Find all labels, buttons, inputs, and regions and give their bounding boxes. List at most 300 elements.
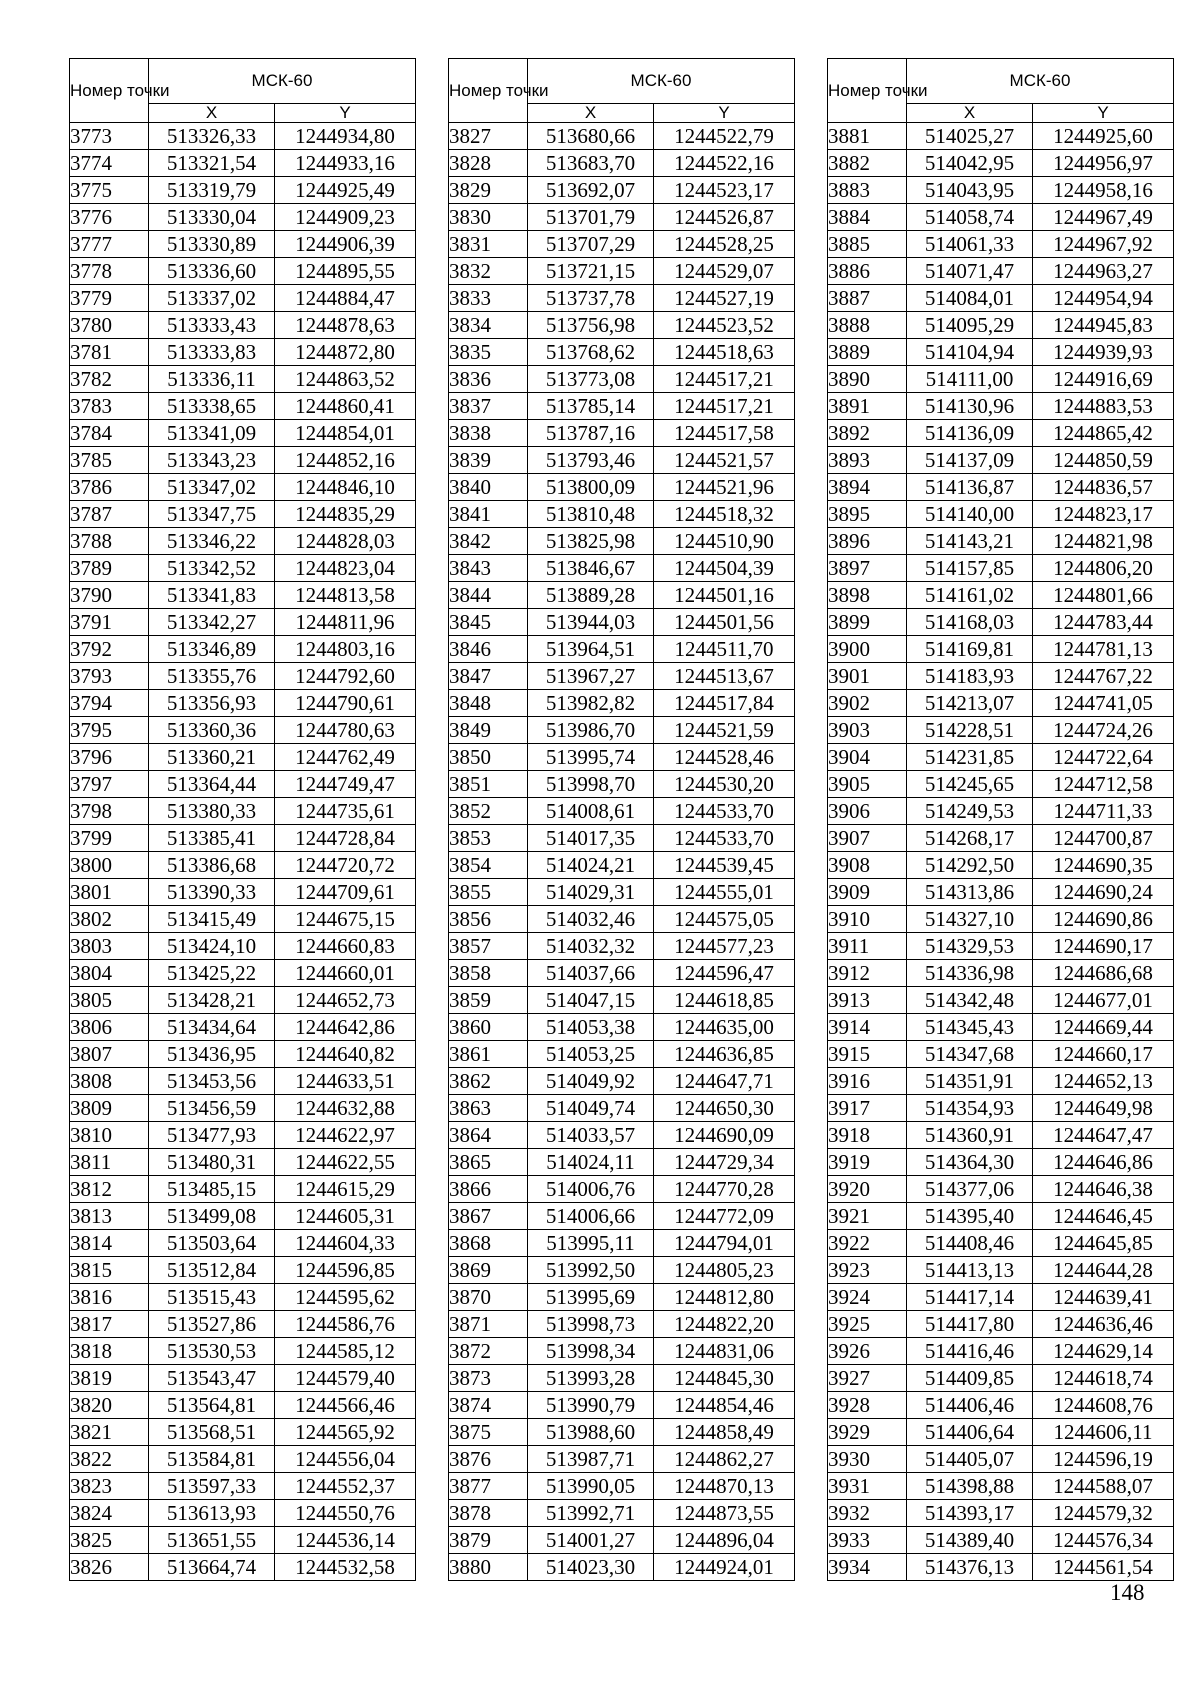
y-coordinate-cell: 1244501,16 bbox=[654, 582, 795, 609]
point-number-cell: 3924 bbox=[828, 1284, 907, 1311]
y-coordinate-cell: 1244646,38 bbox=[1033, 1176, 1174, 1203]
y-coordinate-cell: 1244896,04 bbox=[654, 1527, 795, 1554]
x-coordinate-cell: 513356,93 bbox=[149, 690, 275, 717]
x-coordinate-cell: 513424,10 bbox=[149, 933, 275, 960]
table-row bbox=[828, 717, 1174, 744]
table-row bbox=[828, 1014, 1174, 1041]
y-coordinate-cell: 1244724,26 bbox=[1033, 717, 1174, 744]
point-number-cell: 3855 bbox=[449, 879, 528, 906]
x-coordinate-cell: 513737,78 bbox=[528, 285, 654, 312]
table-row bbox=[449, 1338, 795, 1365]
table-row bbox=[828, 1284, 1174, 1311]
x-coordinate-cell: 513993,28 bbox=[528, 1365, 654, 1392]
point-number-cell: 3927 bbox=[828, 1365, 907, 1392]
y-coordinate-cell: 1244517,21 bbox=[654, 393, 795, 420]
x-coordinate-cell: 514111,00 bbox=[907, 366, 1033, 393]
x-coordinate-cell: 514025,27 bbox=[907, 123, 1033, 150]
point-number-cell: 3926 bbox=[828, 1338, 907, 1365]
y-coordinate-cell: 1244870,13 bbox=[654, 1473, 795, 1500]
table-row bbox=[828, 258, 1174, 285]
y-coordinate-cell: 1244650,30 bbox=[654, 1095, 795, 1122]
y-coordinate-cell: 1244608,76 bbox=[1033, 1392, 1174, 1419]
y-coordinate-cell: 1244649,98 bbox=[1033, 1095, 1174, 1122]
x-coordinate-cell: 513846,67 bbox=[528, 555, 654, 582]
x-coordinate-cell: 513342,27 bbox=[149, 609, 275, 636]
table-row bbox=[70, 447, 416, 474]
point-number-cell: 3788 bbox=[70, 528, 149, 555]
table-row bbox=[70, 1176, 416, 1203]
y-coordinate-cell: 1244822,20 bbox=[654, 1311, 795, 1338]
x-coordinate-cell: 514157,85 bbox=[907, 555, 1033, 582]
point-number-cell: 3907 bbox=[828, 825, 907, 852]
point-number-cell: 3889 bbox=[828, 339, 907, 366]
table-row bbox=[449, 1095, 795, 1122]
y-coordinate-cell: 1244883,53 bbox=[1033, 393, 1174, 420]
table-row bbox=[828, 771, 1174, 798]
table-row bbox=[449, 1176, 795, 1203]
point-number-cell: 3850 bbox=[449, 744, 528, 771]
point-number-cell: 3859 bbox=[449, 987, 528, 1014]
x-coordinate-cell: 514389,40 bbox=[907, 1527, 1033, 1554]
y-coordinate-cell: 1244934,80 bbox=[275, 123, 416, 150]
point-number-cell: 3823 bbox=[70, 1473, 149, 1500]
x-coordinate-cell: 513347,75 bbox=[149, 501, 275, 528]
y-coordinate-cell: 1244783,44 bbox=[1033, 609, 1174, 636]
x-coordinate-cell: 514417,14 bbox=[907, 1284, 1033, 1311]
x-coordinate-cell: 514376,13 bbox=[907, 1554, 1033, 1581]
y-coordinate-cell: 1244823,04 bbox=[275, 555, 416, 582]
point-number-cell: 3896 bbox=[828, 528, 907, 555]
y-coordinate-cell: 1244596,47 bbox=[654, 960, 795, 987]
y-coordinate-cell: 1244790,61 bbox=[275, 690, 416, 717]
y-coordinate-cell: 1244686,68 bbox=[1033, 960, 1174, 987]
x-coordinate-cell: 513995,74 bbox=[528, 744, 654, 771]
y-coordinate-cell: 1244939,93 bbox=[1033, 339, 1174, 366]
point-number-cell: 3783 bbox=[70, 393, 149, 420]
table-row bbox=[449, 582, 795, 609]
table-row bbox=[828, 1068, 1174, 1095]
point-number-cell: 3933 bbox=[828, 1527, 907, 1554]
y-coordinate-cell: 1244806,20 bbox=[1033, 555, 1174, 582]
point-number-cell: 3897 bbox=[828, 555, 907, 582]
y-coordinate-cell: 1244533,70 bbox=[654, 798, 795, 825]
x-coordinate-cell: 513756,98 bbox=[528, 312, 654, 339]
table-body bbox=[70, 123, 416, 1581]
x-coordinate-cell: 513995,11 bbox=[528, 1230, 654, 1257]
y-coordinate-cell: 1244862,27 bbox=[654, 1446, 795, 1473]
x-coordinate-cell: 514347,68 bbox=[907, 1041, 1033, 1068]
point-number-cell: 3890 bbox=[828, 366, 907, 393]
table-row bbox=[70, 555, 416, 582]
table-row bbox=[449, 879, 795, 906]
y-coordinate-cell: 1244523,17 bbox=[654, 177, 795, 204]
x-coordinate-cell: 514168,03 bbox=[907, 609, 1033, 636]
point-number-cell: 3915 bbox=[828, 1041, 907, 1068]
point-number-cell: 3884 bbox=[828, 204, 907, 231]
point-number-cell: 3810 bbox=[70, 1122, 149, 1149]
table-row bbox=[449, 1230, 795, 1257]
x-coordinate-cell: 513319,79 bbox=[149, 177, 275, 204]
point-number-cell: 3906 bbox=[828, 798, 907, 825]
table-row bbox=[70, 420, 416, 447]
x-coordinate-cell: 513499,08 bbox=[149, 1203, 275, 1230]
point-number-cell: 3867 bbox=[449, 1203, 528, 1230]
x-coordinate-cell: 513355,76 bbox=[149, 663, 275, 690]
y-coordinate-cell: 1244675,15 bbox=[275, 906, 416, 933]
point-number-cell: 3853 bbox=[449, 825, 528, 852]
y-coordinate-cell: 1244933,16 bbox=[275, 150, 416, 177]
y-coordinate-cell: 1244588,07 bbox=[1033, 1473, 1174, 1500]
y-coordinate-cell: 1244636,85 bbox=[654, 1041, 795, 1068]
point-number-cell: 3862 bbox=[449, 1068, 528, 1095]
table-row bbox=[449, 150, 795, 177]
point-number-cell: 3789 bbox=[70, 555, 149, 582]
point-number-cell: 3815 bbox=[70, 1257, 149, 1284]
x-coordinate-cell: 514292,50 bbox=[907, 852, 1033, 879]
y-coordinate-cell: 1244852,16 bbox=[275, 447, 416, 474]
table-row bbox=[449, 1122, 795, 1149]
y-coordinate-cell: 1244828,03 bbox=[275, 528, 416, 555]
table-row bbox=[828, 609, 1174, 636]
x-coordinate-cell: 513343,23 bbox=[149, 447, 275, 474]
y-coordinate-cell: 1244794,01 bbox=[654, 1230, 795, 1257]
y-coordinate-cell: 1244523,52 bbox=[654, 312, 795, 339]
table-row bbox=[449, 501, 795, 528]
table-row bbox=[70, 879, 416, 906]
x-coordinate-cell: 514213,07 bbox=[907, 690, 1033, 717]
point-number-cell: 3873 bbox=[449, 1365, 528, 1392]
y-coordinate-cell: 1244690,24 bbox=[1033, 879, 1174, 906]
table-row bbox=[449, 1068, 795, 1095]
y-coordinate-cell: 1244873,55 bbox=[654, 1500, 795, 1527]
y-coordinate-cell: 1244576,34 bbox=[1033, 1527, 1174, 1554]
point-number-cell: 3920 bbox=[828, 1176, 907, 1203]
y-coordinate-cell: 1244517,84 bbox=[654, 690, 795, 717]
table-row bbox=[828, 177, 1174, 204]
y-coordinate-cell: 1244835,29 bbox=[275, 501, 416, 528]
y-coordinate-cell: 1244639,41 bbox=[1033, 1284, 1174, 1311]
x-coordinate-cell: 514001,27 bbox=[528, 1527, 654, 1554]
table-row bbox=[449, 231, 795, 258]
x-coordinate-cell: 513436,95 bbox=[149, 1041, 275, 1068]
table-row bbox=[828, 474, 1174, 501]
table-row bbox=[449, 1041, 795, 1068]
table-row bbox=[70, 1338, 416, 1365]
point-number-cell: 3882 bbox=[828, 150, 907, 177]
point-number-cell: 3812 bbox=[70, 1176, 149, 1203]
point-number-cell: 3832 bbox=[449, 258, 528, 285]
table-row bbox=[70, 1257, 416, 1284]
y-coordinate-cell: 1244526,87 bbox=[654, 204, 795, 231]
table-row bbox=[70, 798, 416, 825]
x-coordinate-cell: 514336,98 bbox=[907, 960, 1033, 987]
x-coordinate-cell: 514071,47 bbox=[907, 258, 1033, 285]
point-number-cell: 3781 bbox=[70, 339, 149, 366]
y-coordinate-cell: 1244561,54 bbox=[1033, 1554, 1174, 1581]
header-coordinate-system: МСК-60 bbox=[149, 59, 416, 104]
table-row bbox=[70, 1473, 416, 1500]
point-number-cell: 3793 bbox=[70, 663, 149, 690]
x-coordinate-cell: 513987,71 bbox=[528, 1446, 654, 1473]
x-coordinate-cell: 514245,65 bbox=[907, 771, 1033, 798]
table-row bbox=[828, 933, 1174, 960]
table-row bbox=[449, 177, 795, 204]
table-row bbox=[70, 177, 416, 204]
x-coordinate-cell: 513434,64 bbox=[149, 1014, 275, 1041]
x-coordinate-cell: 513342,52 bbox=[149, 555, 275, 582]
x-coordinate-cell: 514268,17 bbox=[907, 825, 1033, 852]
table-row bbox=[828, 393, 1174, 420]
y-coordinate-cell: 1244517,21 bbox=[654, 366, 795, 393]
point-number-cell: 3883 bbox=[828, 177, 907, 204]
y-coordinate-cell: 1244555,01 bbox=[654, 879, 795, 906]
x-coordinate-cell: 513515,43 bbox=[149, 1284, 275, 1311]
point-number-cell: 3871 bbox=[449, 1311, 528, 1338]
y-coordinate-cell: 1244863,52 bbox=[275, 366, 416, 393]
point-number-cell: 3790 bbox=[70, 582, 149, 609]
table-row bbox=[828, 906, 1174, 933]
table-row bbox=[449, 1473, 795, 1500]
table-row bbox=[70, 1284, 416, 1311]
x-coordinate-cell: 514006,66 bbox=[528, 1203, 654, 1230]
point-number-cell: 3849 bbox=[449, 717, 528, 744]
x-coordinate-cell: 513336,11 bbox=[149, 366, 275, 393]
x-coordinate-cell: 514249,53 bbox=[907, 798, 1033, 825]
x-coordinate-cell: 513998,34 bbox=[528, 1338, 654, 1365]
x-coordinate-cell: 513503,64 bbox=[149, 1230, 275, 1257]
header-coordinate-system: МСК-60 bbox=[528, 59, 795, 104]
y-coordinate-cell: 1244805,23 bbox=[654, 1257, 795, 1284]
x-coordinate-cell: 513982,82 bbox=[528, 690, 654, 717]
y-coordinate-cell: 1244504,39 bbox=[654, 555, 795, 582]
x-coordinate-cell: 513338,65 bbox=[149, 393, 275, 420]
point-number-cell: 3848 bbox=[449, 690, 528, 717]
y-coordinate-cell: 1244640,82 bbox=[275, 1041, 416, 1068]
table-row bbox=[449, 1149, 795, 1176]
table-row bbox=[828, 879, 1174, 906]
x-coordinate-cell: 514405,07 bbox=[907, 1446, 1033, 1473]
point-number-cell: 3901 bbox=[828, 663, 907, 690]
x-coordinate-cell: 513825,98 bbox=[528, 528, 654, 555]
x-coordinate-cell: 513810,48 bbox=[528, 501, 654, 528]
point-number-cell: 3840 bbox=[449, 474, 528, 501]
y-coordinate-cell: 1244556,04 bbox=[275, 1446, 416, 1473]
y-coordinate-cell: 1244954,94 bbox=[1033, 285, 1174, 312]
table-row bbox=[449, 987, 795, 1014]
point-number-cell: 3911 bbox=[828, 933, 907, 960]
table-row bbox=[828, 1149, 1174, 1176]
table-row bbox=[449, 1554, 795, 1581]
y-coordinate-cell: 1244762,49 bbox=[275, 744, 416, 771]
point-number-cell: 3836 bbox=[449, 366, 528, 393]
x-coordinate-cell: 514327,10 bbox=[907, 906, 1033, 933]
x-coordinate-cell: 514393,17 bbox=[907, 1500, 1033, 1527]
table-row bbox=[828, 339, 1174, 366]
point-number-cell: 3818 bbox=[70, 1338, 149, 1365]
y-coordinate-cell: 1244518,63 bbox=[654, 339, 795, 366]
point-number-cell: 3841 bbox=[449, 501, 528, 528]
table-row bbox=[828, 1473, 1174, 1500]
y-coordinate-cell: 1244566,46 bbox=[275, 1392, 416, 1419]
table-row bbox=[828, 312, 1174, 339]
table-row bbox=[70, 690, 416, 717]
y-coordinate-cell: 1244536,14 bbox=[275, 1527, 416, 1554]
point-number-cell: 3910 bbox=[828, 906, 907, 933]
header-point-number: Номер точки bbox=[70, 59, 149, 123]
point-number-cell: 3844 bbox=[449, 582, 528, 609]
table-row bbox=[449, 366, 795, 393]
y-coordinate-cell: 1244967,92 bbox=[1033, 231, 1174, 258]
y-coordinate-cell: 1244690,86 bbox=[1033, 906, 1174, 933]
table-row bbox=[70, 1446, 416, 1473]
x-coordinate-cell: 514231,85 bbox=[907, 744, 1033, 771]
table-row bbox=[449, 771, 795, 798]
x-coordinate-cell: 513380,33 bbox=[149, 798, 275, 825]
point-number-cell: 3775 bbox=[70, 177, 149, 204]
point-number-cell: 3872 bbox=[449, 1338, 528, 1365]
y-coordinate-cell: 1244858,49 bbox=[654, 1419, 795, 1446]
table-row bbox=[828, 1554, 1174, 1581]
point-number-cell: 3912 bbox=[828, 960, 907, 987]
header-coordinate-system: МСК-60 bbox=[907, 59, 1174, 104]
x-coordinate-cell: 514032,32 bbox=[528, 933, 654, 960]
y-coordinate-cell: 1244528,46 bbox=[654, 744, 795, 771]
y-coordinate-cell: 1244801,66 bbox=[1033, 582, 1174, 609]
x-coordinate-cell: 514364,30 bbox=[907, 1149, 1033, 1176]
point-number-cell: 3817 bbox=[70, 1311, 149, 1338]
point-number-cell: 3777 bbox=[70, 231, 149, 258]
y-coordinate-cell: 1244532,58 bbox=[275, 1554, 416, 1581]
header-x: X bbox=[528, 104, 654, 123]
table-row bbox=[70, 1230, 416, 1257]
table-row bbox=[449, 1311, 795, 1338]
table-row bbox=[828, 1446, 1174, 1473]
header-x: X bbox=[149, 104, 275, 123]
x-coordinate-cell: 513326,33 bbox=[149, 123, 275, 150]
x-coordinate-cell: 513333,43 bbox=[149, 312, 275, 339]
x-coordinate-cell: 514058,74 bbox=[907, 204, 1033, 231]
point-number-cell: 3887 bbox=[828, 285, 907, 312]
y-coordinate-cell: 1244669,44 bbox=[1033, 1014, 1174, 1041]
x-coordinate-cell: 513998,73 bbox=[528, 1311, 654, 1338]
point-number-cell: 3827 bbox=[449, 123, 528, 150]
table-row bbox=[449, 960, 795, 987]
coordinates-table-3 bbox=[827, 58, 1174, 1581]
x-coordinate-cell: 514037,66 bbox=[528, 960, 654, 987]
x-coordinate-cell: 514024,11 bbox=[528, 1149, 654, 1176]
point-number-cell: 3854 bbox=[449, 852, 528, 879]
table-row bbox=[828, 636, 1174, 663]
point-number-cell: 3921 bbox=[828, 1203, 907, 1230]
point-number-cell: 3902 bbox=[828, 690, 907, 717]
x-coordinate-cell: 513613,93 bbox=[149, 1500, 275, 1527]
point-number-cell: 3934 bbox=[828, 1554, 907, 1581]
point-number-cell: 3892 bbox=[828, 420, 907, 447]
x-coordinate-cell: 513680,66 bbox=[528, 123, 654, 150]
x-coordinate-cell: 514053,38 bbox=[528, 1014, 654, 1041]
table-row bbox=[828, 1527, 1174, 1554]
table-row bbox=[70, 204, 416, 231]
table-row bbox=[70, 501, 416, 528]
x-coordinate-cell: 513990,79 bbox=[528, 1392, 654, 1419]
table-row bbox=[449, 420, 795, 447]
table-row bbox=[70, 1554, 416, 1581]
y-coordinate-cell: 1244647,71 bbox=[654, 1068, 795, 1095]
table-row bbox=[449, 825, 795, 852]
x-coordinate-cell: 513651,55 bbox=[149, 1527, 275, 1554]
y-coordinate-cell: 1244803,16 bbox=[275, 636, 416, 663]
x-coordinate-cell: 514061,33 bbox=[907, 231, 1033, 258]
table-row bbox=[449, 663, 795, 690]
coordinates-table-1 bbox=[69, 58, 416, 1581]
point-number-cell: 3800 bbox=[70, 852, 149, 879]
y-coordinate-cell: 1244642,86 bbox=[275, 1014, 416, 1041]
point-number-cell: 3875 bbox=[449, 1419, 528, 1446]
x-coordinate-cell: 514183,93 bbox=[907, 663, 1033, 690]
point-number-cell: 3931 bbox=[828, 1473, 907, 1500]
point-number-cell: 3829 bbox=[449, 177, 528, 204]
point-number-cell: 3909 bbox=[828, 879, 907, 906]
x-coordinate-cell: 513793,46 bbox=[528, 447, 654, 474]
y-coordinate-cell: 1244925,49 bbox=[275, 177, 416, 204]
x-coordinate-cell: 513564,81 bbox=[149, 1392, 275, 1419]
table-row bbox=[828, 528, 1174, 555]
point-number-cell: 3831 bbox=[449, 231, 528, 258]
x-coordinate-cell: 514395,40 bbox=[907, 1203, 1033, 1230]
table-row bbox=[828, 123, 1174, 150]
table-row bbox=[828, 960, 1174, 987]
table-row bbox=[828, 1041, 1174, 1068]
x-coordinate-cell: 514313,86 bbox=[907, 879, 1033, 906]
point-number-cell: 3779 bbox=[70, 285, 149, 312]
table-row bbox=[70, 1203, 416, 1230]
table-row bbox=[828, 1419, 1174, 1446]
y-coordinate-cell: 1244728,84 bbox=[275, 825, 416, 852]
table-row bbox=[828, 1365, 1174, 1392]
y-coordinate-cell: 1244770,28 bbox=[654, 1176, 795, 1203]
header-point-number: Номер точки bbox=[449, 59, 528, 123]
point-number-cell: 3860 bbox=[449, 1014, 528, 1041]
x-coordinate-cell: 514047,15 bbox=[528, 987, 654, 1014]
x-coordinate-cell: 513456,59 bbox=[149, 1095, 275, 1122]
y-coordinate-cell: 1244690,17 bbox=[1033, 933, 1174, 960]
x-coordinate-cell: 513530,53 bbox=[149, 1338, 275, 1365]
table-row bbox=[70, 1014, 416, 1041]
table-row bbox=[828, 1338, 1174, 1365]
y-coordinate-cell: 1244924,01 bbox=[654, 1554, 795, 1581]
y-coordinate-cell: 1244596,19 bbox=[1033, 1446, 1174, 1473]
x-coordinate-cell: 513527,86 bbox=[149, 1311, 275, 1338]
table-row bbox=[449, 204, 795, 231]
table-row bbox=[828, 1500, 1174, 1527]
x-coordinate-cell: 513992,50 bbox=[528, 1257, 654, 1284]
point-number-cell: 3879 bbox=[449, 1527, 528, 1554]
x-coordinate-cell: 513480,31 bbox=[149, 1149, 275, 1176]
table-row bbox=[70, 1041, 416, 1068]
point-number-cell: 3833 bbox=[449, 285, 528, 312]
point-number-cell: 3930 bbox=[828, 1446, 907, 1473]
y-coordinate-cell: 1244711,33 bbox=[1033, 798, 1174, 825]
y-coordinate-cell: 1244521,59 bbox=[654, 717, 795, 744]
y-coordinate-cell: 1244967,49 bbox=[1033, 204, 1174, 231]
point-number-cell: 3820 bbox=[70, 1392, 149, 1419]
x-coordinate-cell: 514409,85 bbox=[907, 1365, 1033, 1392]
point-number-cell: 3908 bbox=[828, 852, 907, 879]
y-coordinate-cell: 1244845,30 bbox=[654, 1365, 795, 1392]
point-number-cell: 3821 bbox=[70, 1419, 149, 1446]
point-number-cell: 3900 bbox=[828, 636, 907, 663]
table-row bbox=[828, 690, 1174, 717]
